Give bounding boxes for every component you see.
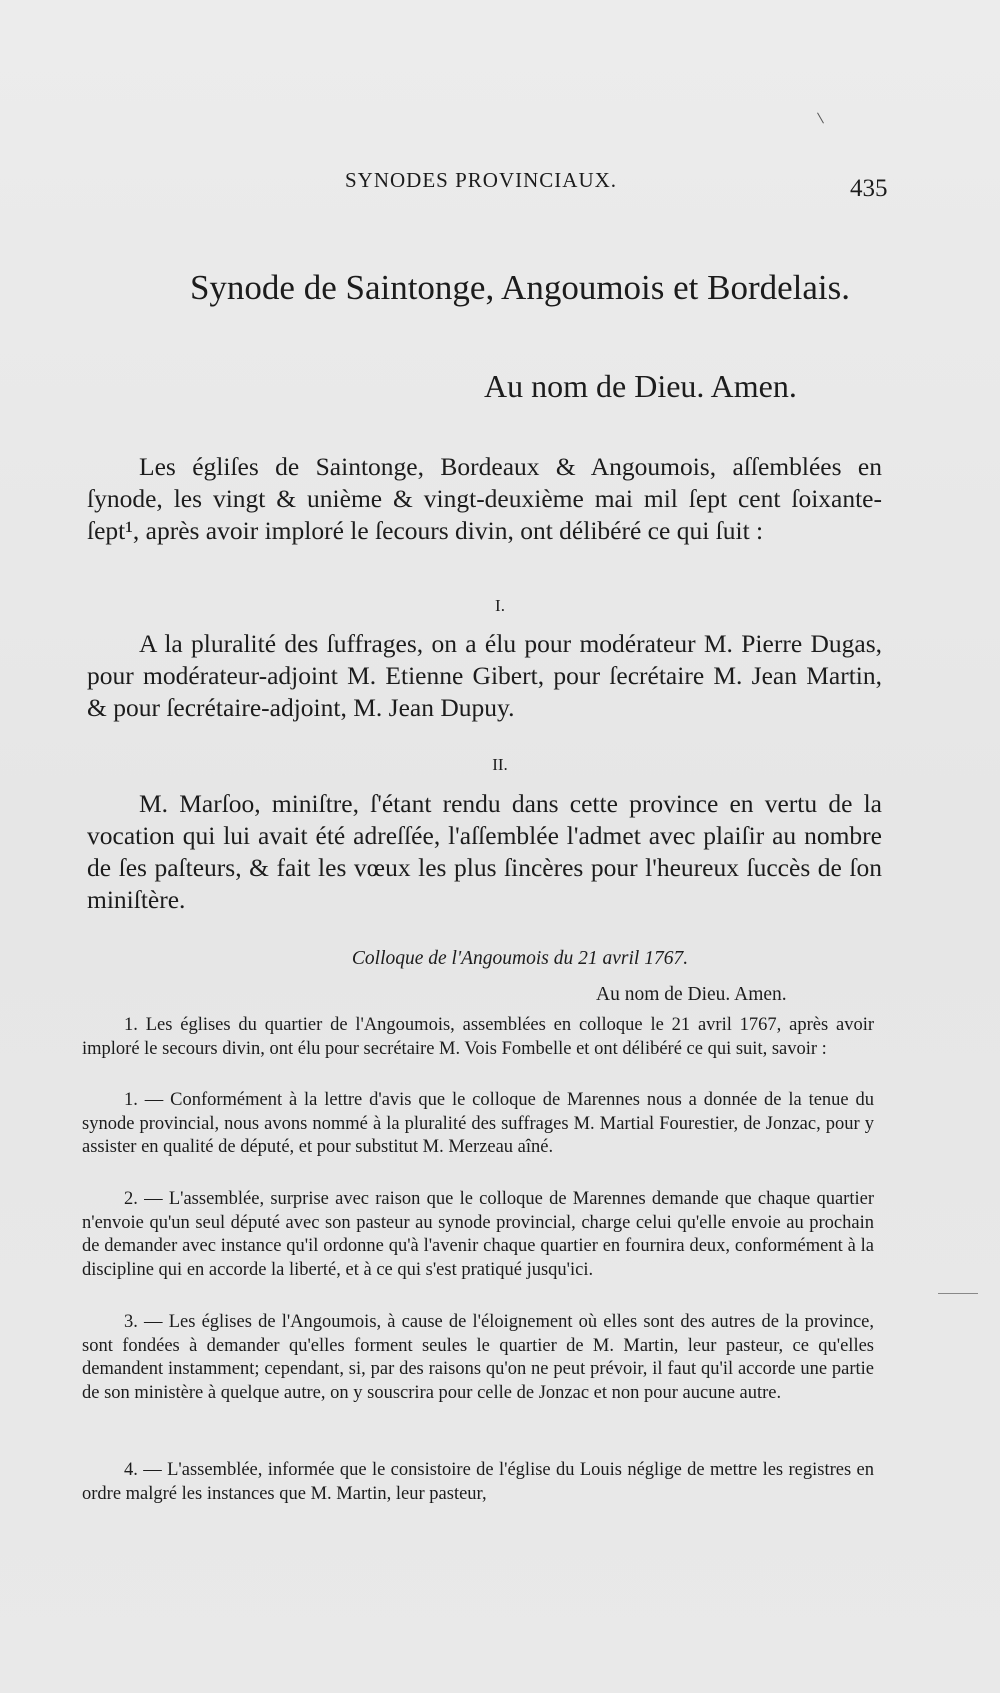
intro-paragraph: Les égliſes de Saintonge, Bordeaux & Angoumois, aſſemblées en ſynode, les vingt & unième & vingt-deuxième mai mil ſept cent ſoixante-ſept¹, après avoir imploré le ſecours divin, ont délibéré ce qui ſuit :	[87, 452, 882, 545]
invocation: Au nom de Dieu. Amen.	[484, 368, 797, 404]
colloque-title: Colloque de l'Angoumois du 21 avril 1767.	[351, 948, 689, 969]
colloque-article-1: 1. — Conformément à la lettre d'avis que le colloque de Marennes nous a donnée de la tenue du synode provincial, nous avons nommé à la pluralité des suffrages M. Martial Fourestier, de Jonzac, pour y assister en qualité de député, et pour substitut M. Merzeau aîné.	[82, 1090, 874, 1157]
colloque-article-2: 2. — L'assemblée, surprise avec raison que le colloque de Marennes demande que chaque quartier n'envoie qu'un seul député avec son pasteur au synode provincial, charge celui qu'elle envoie au prochain de demander avec instance qu'il ordonne qu'à l'avenir chaque quartier en fournira deux, conformément à la discipline qui en accorde la liberté, et à ce qui s'est pratiqué jusqu'ici.	[82, 1189, 874, 1280]
colloque-invocation: Au nom de Dieu. Amen.	[596, 984, 787, 1005]
section-text-2: M. Marſoo, miniſtre, ſ'étant rendu dans cette province en vertu de la vocation qui lui avait été adreſſée, l'aſſemblée l'admet avec plaiſir au nombre de ſes paſteurs, & fait les vœux les plus ſincères pour l'heureux ſuccès de ſon miniſtère.	[87, 789, 882, 914]
section-number-1: I.	[495, 596, 505, 615]
page-number: 435	[850, 175, 888, 202]
stray-mark	[938, 1293, 978, 1294]
colloque-article-4: 4. — L'assemblée, informée que le consistoire de l'église du Louis néglige de mettre les registres en ordre malgré les instances que M. Martin, leur pasteur,	[82, 1460, 874, 1504]
colloque-paragraph-intro: 1. Les églises du quartier de l'Angoumois, assemblées en colloque le 21 avril 1767, après avoir imploré le secours divin, ont élu pour secrétaire M. Vois Fombelle et ont délibéré ce qui suit, savoir :	[82, 1015, 874, 1059]
section-number-2: II.	[492, 755, 508, 774]
page-header	[0, 168, 1000, 202]
section-text-1: A la pluralité des ſuffrages, on a élu pour modérateur M. Pierre Dugas, pour modérateur-adjoint M. Etienne Gibert, pour ſecrétaire M. Jean Martin, & pour ſecrétaire-adjoint, M. Jean Dupuy.	[87, 629, 882, 722]
colloque-article-3: 3. — Les églises de l'Angoumois, à cause de l'éloignement où elles sont des autres de la province, sont fondées à demander qu'elles forment seules le quartier de M. Martin, leur pasteur, ce qu'elles demandent instamment; cependant, si, par des raisons qu'on ne peut prévoir, il faut qu'il accorde une partie de son ministère à quelque autre, on y souscrira pour celle de Jonzac et non pour aucune autre.	[82, 1312, 874, 1403]
running-head: SYNODES PROVINCIAUX.	[345, 168, 618, 192]
synod-title: Synode de Saintonge, Angoumois et Bordelais.	[189, 268, 851, 307]
stray-mark	[817, 113, 824, 124]
